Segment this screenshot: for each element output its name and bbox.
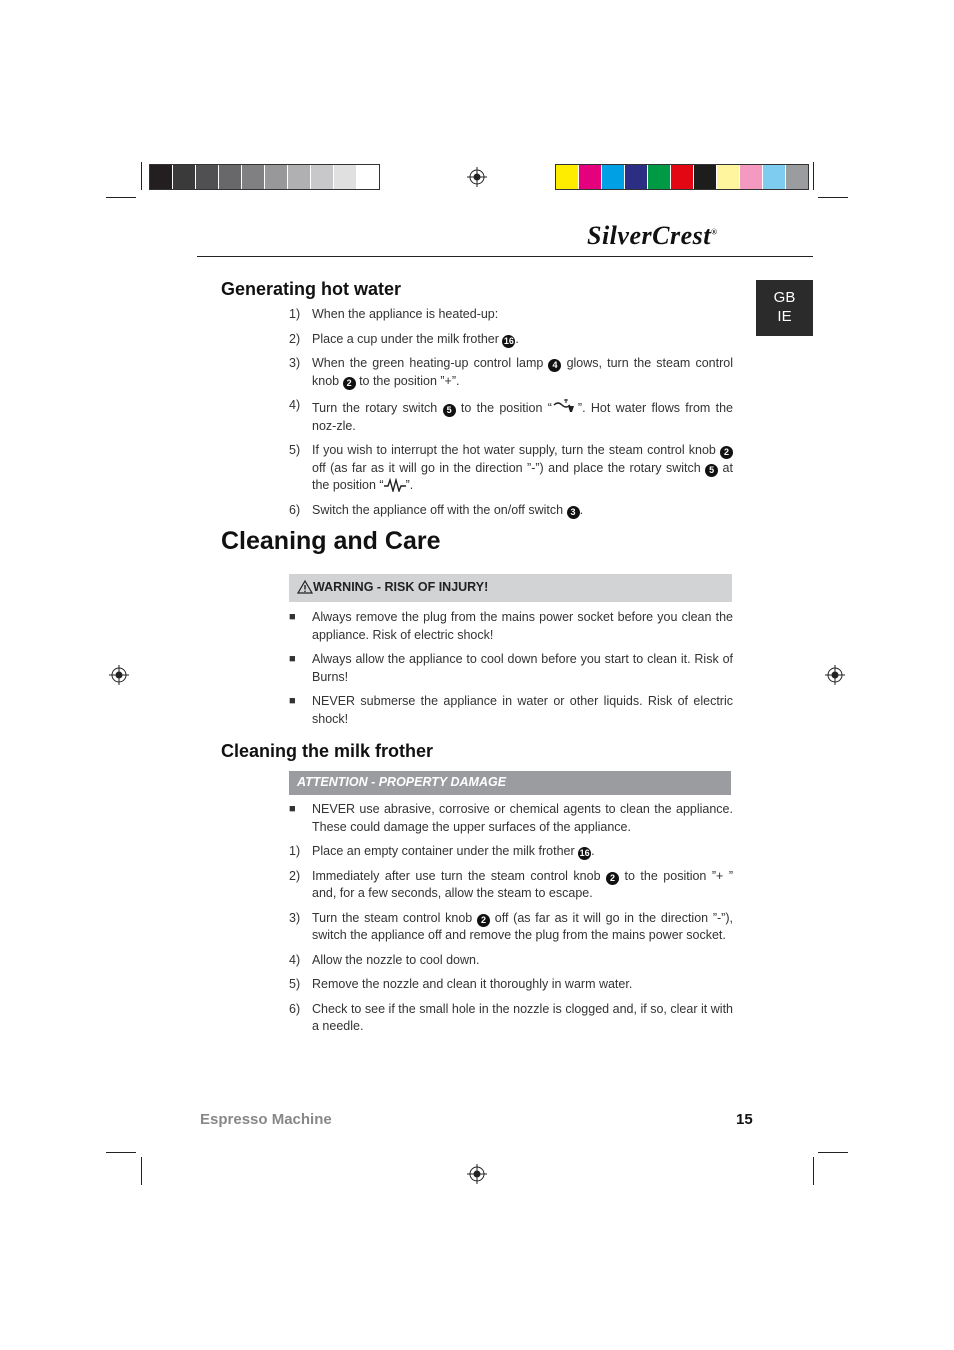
warning-triangle-icon: [297, 580, 313, 594]
step-number: 3): [289, 910, 301, 925]
color-swatch: [334, 165, 357, 189]
section-heading: Generating hot water: [221, 279, 402, 299]
color-swatch: [357, 165, 379, 189]
text-run: at the position “: [312, 460, 733, 492]
step-number: 2): [289, 868, 301, 883]
color-swatch: [625, 165, 648, 189]
text-run: .: [591, 844, 595, 858]
part-number-badge: 2: [720, 446, 733, 459]
text-run: Switch the appliance off with the on/off switch: [312, 502, 567, 517]
attention-banner: [289, 771, 731, 795]
text-run: Place an empty container under the milk frother: [312, 844, 579, 858]
list-item: [289, 1001, 733, 1036]
step-text: [312, 355, 733, 390]
text-run: Immediately after use turn the steam control knob: [312, 868, 607, 883]
neutral-position-icon: [384, 478, 406, 492]
text-run: off (as far as it will go in the direction ”-”) and place the rotary switch: [312, 460, 706, 475]
warning-banner: [289, 574, 732, 602]
crop-mark: [106, 197, 136, 198]
step-number: 4): [289, 398, 301, 412]
crop-mark: [813, 1157, 814, 1185]
text-run: .: [579, 502, 584, 517]
color-swatch: [694, 165, 717, 189]
part-number-badge: 2: [606, 872, 619, 885]
cleaning-list: [289, 801, 733, 1043]
list-item: [289, 355, 733, 390]
language-code: GB: [773, 289, 796, 306]
color-swatch: [311, 165, 334, 189]
step-number: 1): [289, 307, 301, 321]
header-rule: [197, 256, 813, 257]
step-text: [312, 843, 733, 861]
color-swatch: [242, 165, 265, 189]
section-heading: Cleaning the milk frother: [221, 741, 434, 761]
list-item: [289, 502, 733, 520]
text-run: ”. Hot water flows from the noz-zle.: [312, 401, 734, 433]
part-number-badge: 2: [477, 914, 490, 927]
crop-mark: [106, 1152, 136, 1153]
color-swatch: [288, 165, 311, 189]
hot-water-icon: [552, 397, 578, 415]
color-swatch: [173, 165, 196, 189]
crop-mark: [813, 162, 814, 190]
color-swatch: [602, 165, 625, 189]
step-text: When the appliance is heated-up:: [312, 307, 499, 321]
steps-list: [289, 306, 733, 526]
list-item: [289, 693, 733, 728]
step-text: [312, 397, 733, 435]
step-text: [312, 868, 733, 903]
color-swatch: [671, 165, 694, 189]
step-number: 5): [289, 977, 301, 991]
bullet-text: Always allow the appliance to cool down before you start to clean it. Risk of Burns!: [312, 652, 733, 684]
part-number-badge: 2: [343, 377, 356, 390]
step-text: [312, 910, 733, 945]
list-item: [289, 397, 733, 435]
list-item: [289, 306, 733, 324]
step-number: 6): [289, 502, 301, 517]
list-item: [289, 976, 733, 994]
attention-label: ATTENTION - PROPERTY DAMAGE: [297, 775, 507, 789]
color-swatch: [717, 165, 740, 189]
list-item: [289, 609, 733, 644]
registration-mark-icon: [825, 665, 845, 685]
text-run: Place a cup under the milk frother: [312, 331, 503, 346]
part-number-badge: 3: [567, 506, 580, 519]
color-swatch: [763, 165, 786, 189]
text-run: .: [515, 331, 519, 346]
brand-logo: [587, 221, 757, 251]
registration-mark-icon: [109, 665, 129, 685]
registered-mark: ®: [710, 227, 718, 237]
page-number: 15: [736, 1111, 753, 1128]
list-item: [289, 910, 733, 945]
list-item: [289, 952, 733, 970]
step-text: [312, 331, 733, 349]
grey-calibration-bar: [149, 164, 380, 190]
text-run: glows, turn the steam control knob: [312, 356, 733, 388]
list-item: [289, 843, 733, 861]
step-number: 1): [289, 844, 301, 858]
list-item: [289, 331, 733, 349]
color-swatch: [740, 165, 763, 189]
crop-mark: [818, 197, 848, 198]
page-title: Cleaning and Care: [221, 527, 441, 555]
step-number: 6): [289, 1001, 301, 1016]
color-calibration-bar: [555, 164, 809, 190]
step-number: 5): [289, 443, 301, 457]
text-run: to the position ”+”.: [355, 373, 460, 388]
color-swatch: [150, 165, 173, 189]
step-number: 3): [289, 356, 301, 370]
list-item: [289, 868, 733, 903]
list-item: [289, 801, 733, 836]
bullet-icon: ■: [289, 611, 296, 623]
step-text: Check to see if the small hole in the nozzle is clogged and, if so, clear it with a needle.: [312, 1001, 733, 1033]
crop-mark: [141, 1157, 142, 1185]
color-swatch: [196, 165, 219, 189]
color-swatch: [556, 165, 579, 189]
crop-mark: [818, 1152, 848, 1153]
step-number: 4): [289, 952, 301, 967]
color-swatch: [219, 165, 242, 189]
bullet-icon: ■: [289, 803, 296, 815]
text-run: Turn the rotary switch: [312, 401, 443, 415]
language-tab: [756, 280, 813, 336]
bullet-icon: ■: [289, 653, 296, 665]
warning-label: WARNING - RISK OF INJURY!: [313, 580, 489, 594]
step-text: Remove the nozzle and clean it thoroughly in warm water.: [312, 977, 633, 991]
bullet-text: NEVER submerse the appliance in water or other liquids. Risk of electric shock!: [312, 694, 733, 726]
text-run: If you wish to interrupt the hot water supply, turn the steam control knob: [312, 443, 720, 457]
language-code: IE: [777, 308, 792, 325]
list-item: [289, 651, 733, 686]
text-run: to the position “: [455, 401, 552, 415]
text-run: ”.: [405, 478, 414, 492]
brand-name: SilverCrest: [587, 221, 711, 250]
part-number-badge: 5: [443, 404, 456, 417]
step-text: Allow the nozzle to cool down.: [312, 952, 480, 967]
step-number: 2): [289, 331, 301, 346]
crop-mark: [141, 162, 142, 190]
text-run: off (as far as it will go in the direction ”-”), switch the appliance off and remove the plug from the mains power socket.: [312, 910, 733, 942]
bullet-icon: ■: [289, 695, 296, 707]
step-text: [312, 442, 733, 495]
step-text: [312, 502, 733, 520]
color-swatch: [786, 165, 808, 189]
list-item: [289, 442, 733, 495]
text-run: When the green heating-up control lamp: [312, 356, 549, 370]
part-number-badge: 16: [579, 848, 590, 858]
text-run: to the position ”+ ” and, for a few seconds, allow the steam to escape.: [312, 868, 733, 900]
warning-list: [289, 609, 733, 735]
part-number-badge: 16: [503, 335, 514, 346]
part-number-badge: 4: [548, 359, 561, 372]
color-swatch: [648, 165, 671, 189]
color-swatch: [579, 165, 602, 189]
bullet-text: Always remove the plug from the mains power socket before you clean the appliance. Risk of electric shock!: [312, 610, 733, 642]
registration-mark-icon: [467, 1164, 487, 1184]
text-run: Turn the steam control knob: [312, 910, 477, 925]
color-swatch: [265, 165, 288, 189]
part-number-badge: 5: [705, 464, 718, 477]
footer-product: Espresso Machine: [200, 1111, 332, 1128]
bullet-text: NEVER use abrasive, corrosive or chemical agents to clean the appliance. These could damage the upper surfaces of the appliance.: [312, 802, 733, 834]
registration-mark-icon: [467, 167, 487, 187]
